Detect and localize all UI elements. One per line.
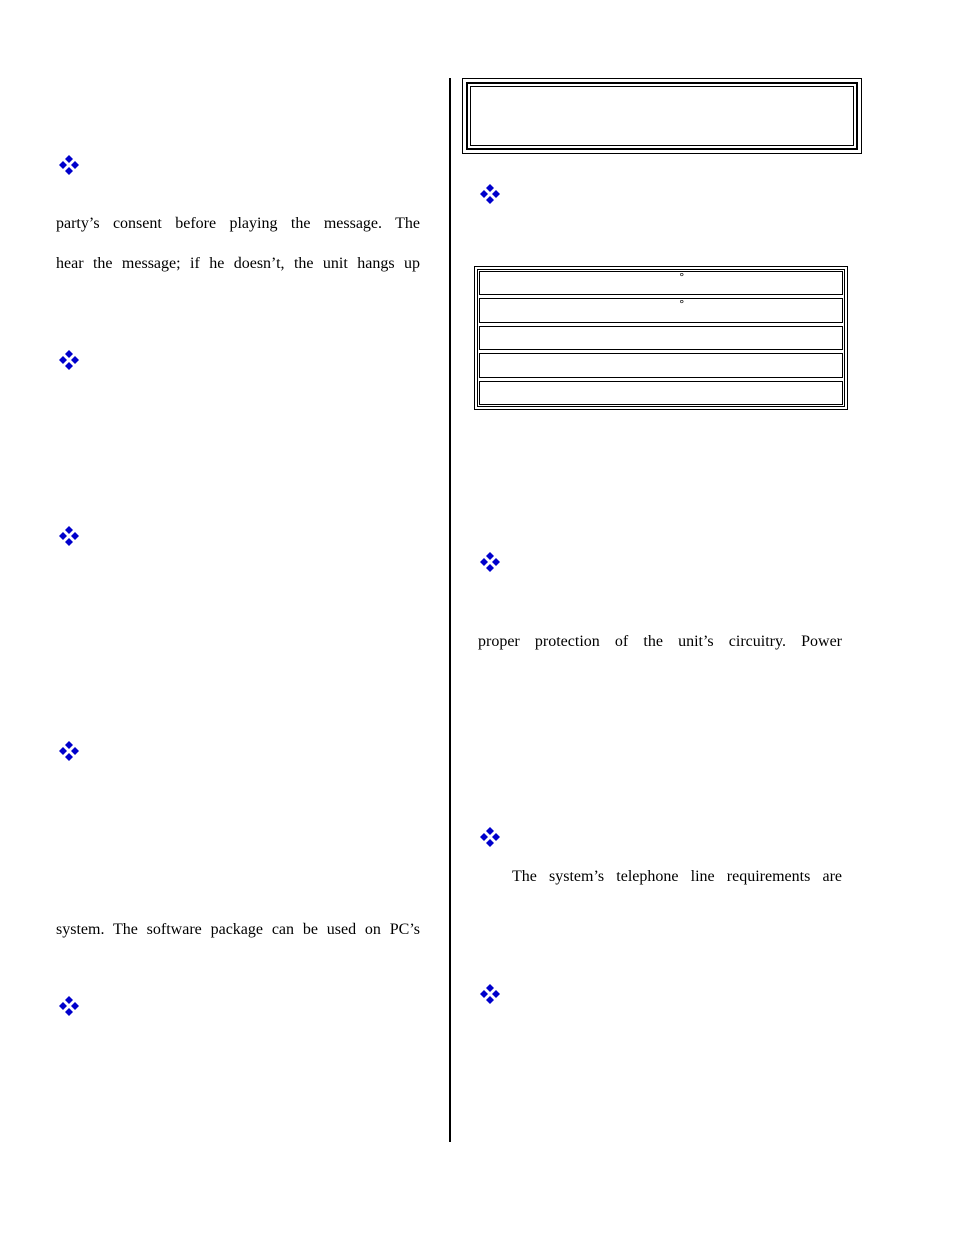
paragraph-line-protection: proper protection of the unit’s circuitry. Power (478, 633, 842, 650)
table-row (479, 381, 843, 405)
paragraph-line-hear: hear the message; if he doesn’t, the unit hangs up (56, 255, 420, 272)
bullet-ornament-icon (58, 740, 80, 762)
table-row (479, 298, 843, 322)
section-title-box (462, 78, 862, 154)
specification-table (474, 266, 848, 410)
bullet-ornament-icon (479, 183, 501, 205)
bullet-ornament-icon (58, 995, 80, 1017)
bullet-ornament-icon (58, 525, 80, 547)
paragraph-line-consent: party’s consent before playing the message. The (56, 215, 420, 232)
paragraph-line-software: system. The software package can be used on PC’s (56, 921, 420, 938)
column-divider (449, 78, 451, 1142)
table-row (479, 353, 843, 377)
degree-symbol: ° (679, 271, 685, 284)
table-row (479, 271, 843, 295)
bullet-ornament-icon (479, 983, 501, 1005)
table-row (479, 326, 843, 350)
section-title-box-inner (466, 82, 858, 150)
bullet-ornament-icon (479, 826, 501, 848)
bullet-ornament-icon (58, 349, 80, 371)
degree-symbol: ° (679, 298, 685, 312)
specification-table-inner (477, 269, 845, 407)
bullet-ornament-icon (58, 154, 80, 176)
paragraph-line-telephone: The system’s telephone line requirements are (512, 868, 842, 885)
bullet-ornament-icon (479, 551, 501, 573)
